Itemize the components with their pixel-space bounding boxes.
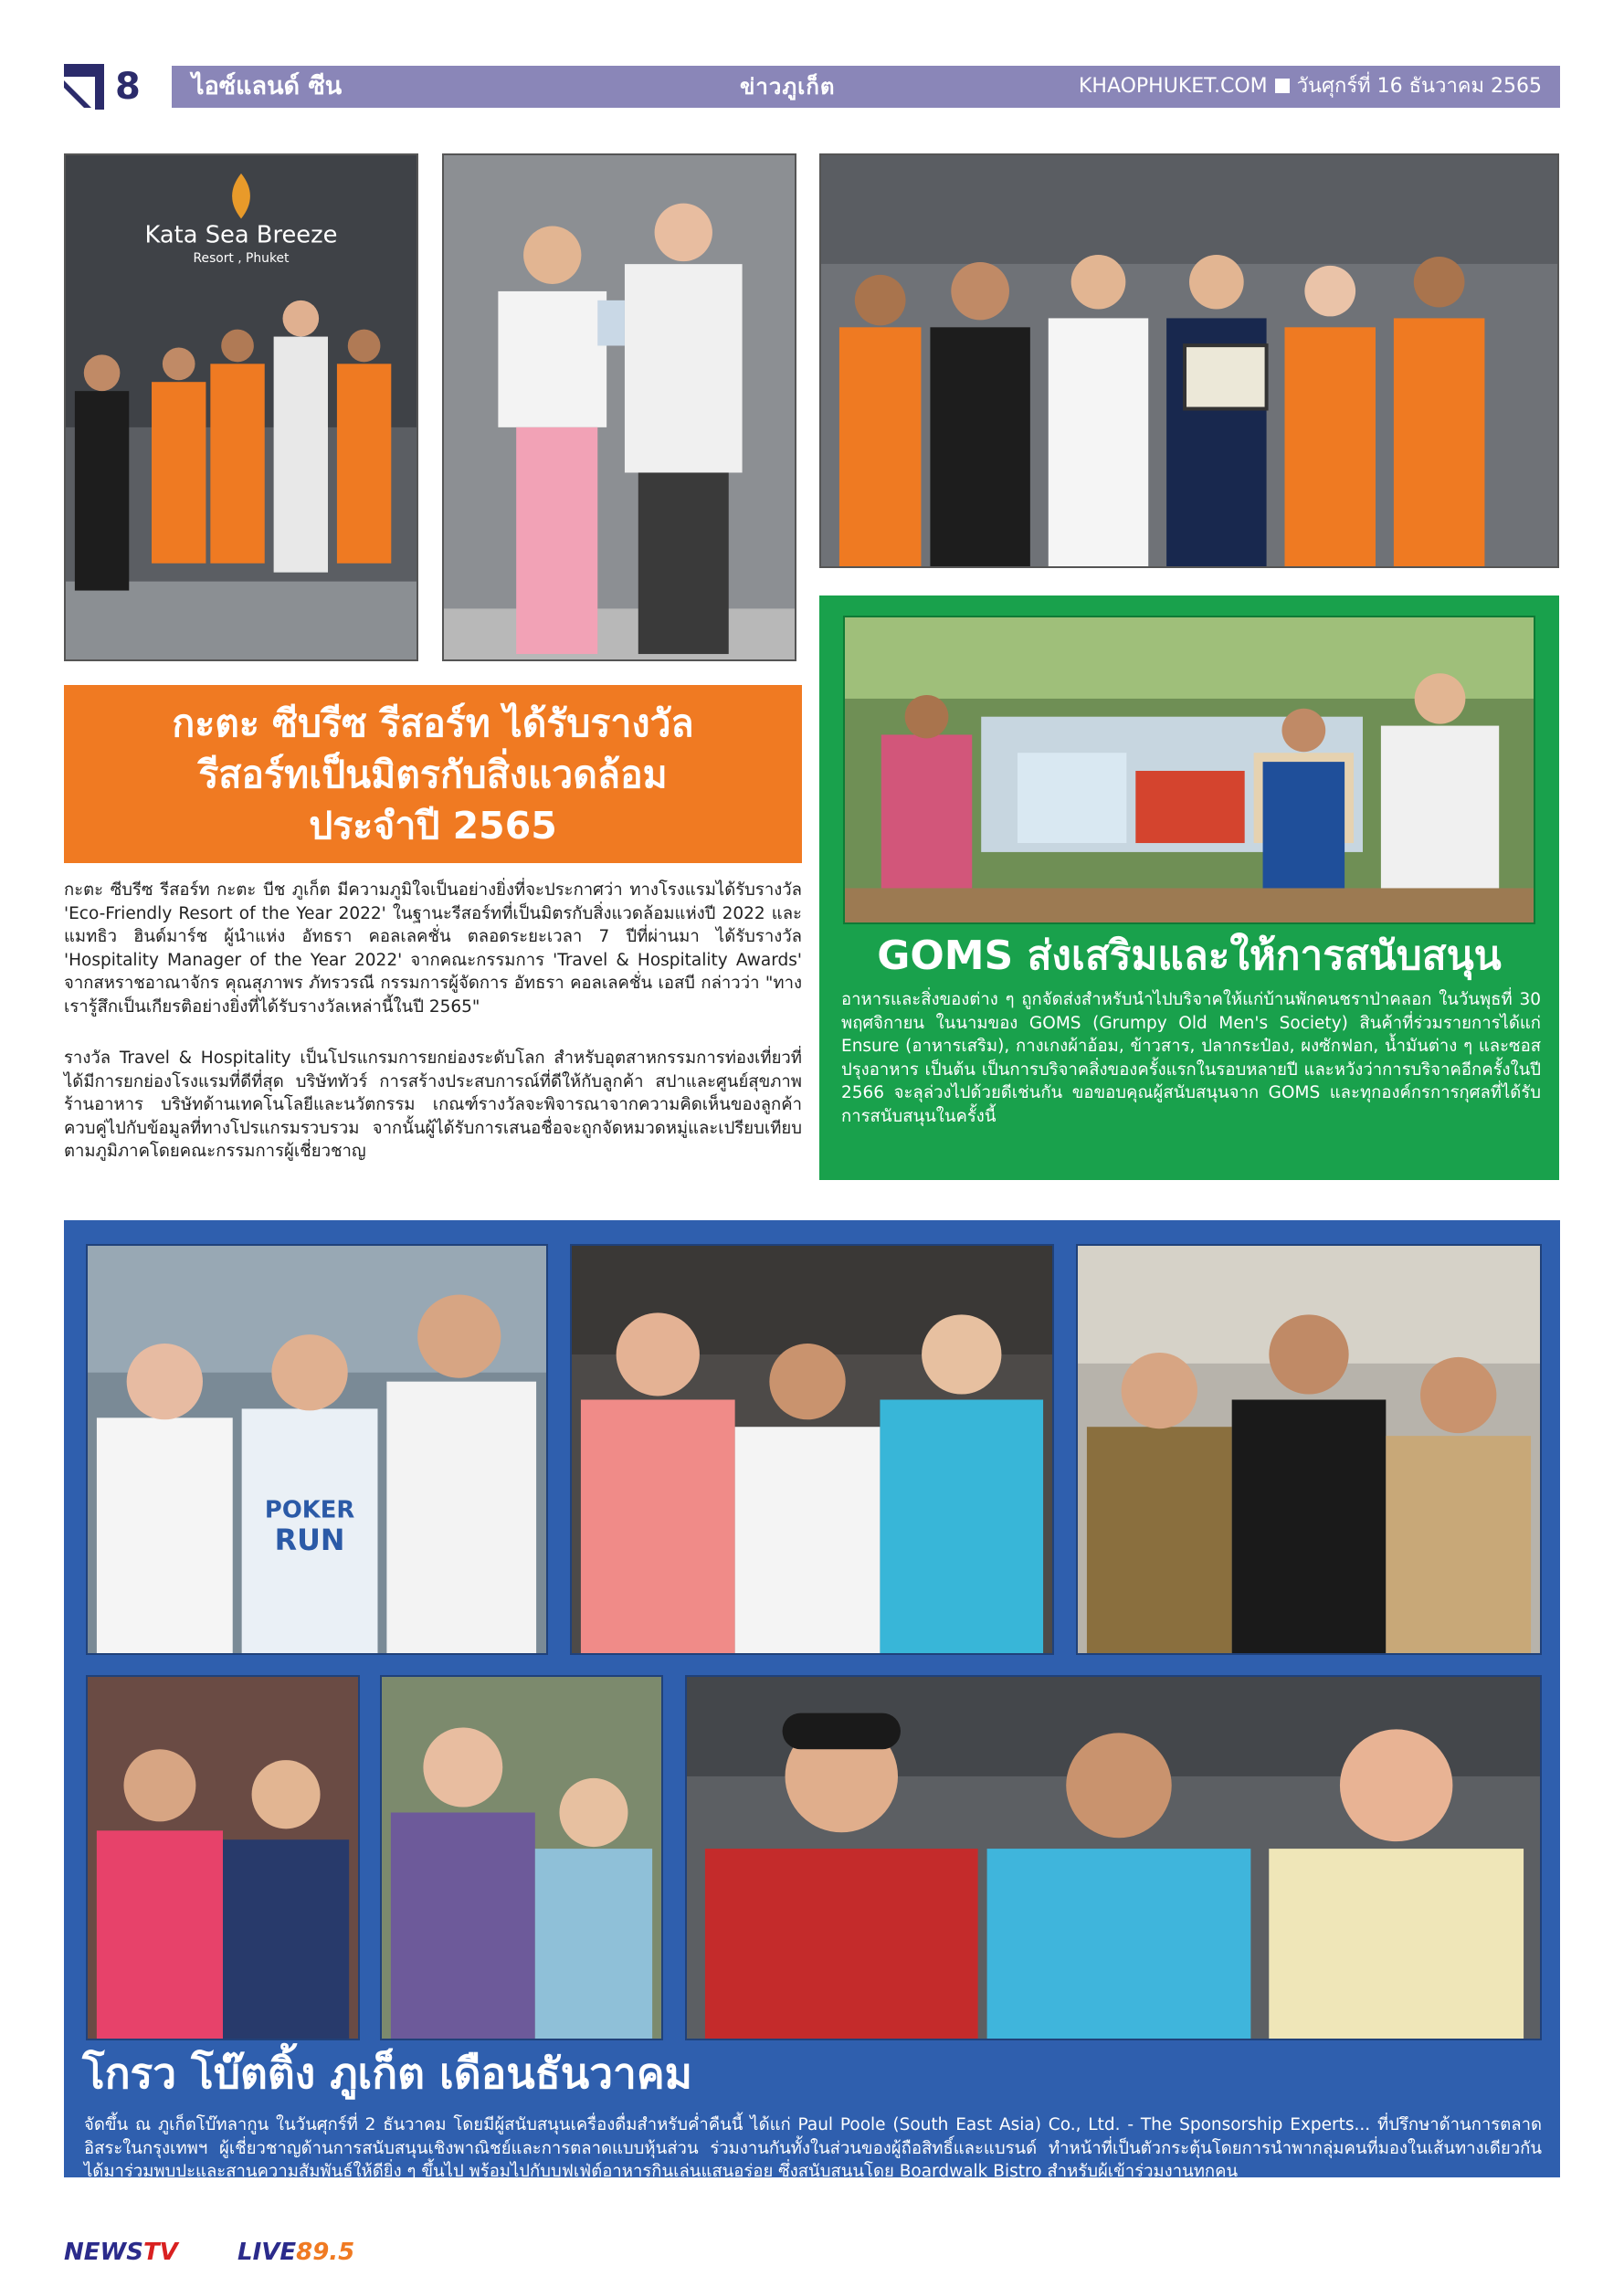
hotel-sign-subtext: Resort , Phuket [193, 251, 290, 267]
title-line-2: รีสอร์ทเป็นมิตรกับสิ่งแวดล้อม [198, 753, 668, 796]
live-radio-logo: LIVE89.5 [237, 2239, 355, 2266]
goms-text: อาหารและสิ่งของต่าง ๆ ถูกจัดส่งสำหรับนำไปบริจาคให้แก่บ้านพักคนชราป่าคลอก ในวันพุธที่ 30 พฤศจิกายน ในนามของ GOMS (Grumpy Old Men's Society) สินค้าที่ร่วมรายการได้แก่ Ensure (อาหารเสริม), กางเกงผ้าอ้อม, ข้าวสาร, ปลากระป๋อง, ผงซักฟอก, น้ำมันต่าง ๆ และซอสปรุงอาหาร เป็นต้น เป็นการบริจาคสิ่งของครั้งแรกในรอบหลายปี และหวังว่าการบริจาคอีกครั้งในปี 2566 จะลุล่วงไปด้วยดีเช่นกัน ขอขอบคุณผู้สนับสนุนจาก GOMS และทุกองค์กรการกุศลที่ได้รับการสนับสนุนในครั้งนี้ [841, 990, 1541, 1126]
page-header [64, 64, 1560, 110]
article-title-kata-sea-breeze [64, 685, 802, 863]
title-line-1: กะตะ ซีบรีซ รีสอร์ท ได้รับรางวัล [172, 701, 694, 745]
photo-three-men-2 [570, 1244, 1054, 1655]
section-title: ไอซ์แลนด์ ซีน [192, 72, 343, 100]
article1-paragraph-1: กะตะ ซีบรีซ รีสอร์ท กะตะ บีช ภูเก็ต มีความภูมิใจเป็นอย่างยิ่งที่จะประกาศว่า ทางโรงแรมได้รับรางวัล 'Eco-Friendly Resort of the Year 2022' ในฐานะรีสอร์ทที่เป็นมิตรกับสิ่งแวดล้อมแห่งปี 2022 และ แมทธิว ฮินด์มาร์ช ผู้นำแห่ง อัทธรา คอลเลคชั่น ตลอดระยะเวลา 7 ปีที่ผ่านมา ได้รับรางวัล 'Hospitality Manager of the Year 2022' จากคณะกรรมการ 'Travel & Hospitality Awards' จากสหราชอาณาจักร คุณสุภาพร ภัทรวรณี กรรมการผู้จัดการ อัทธรา คอลเลคชั่น เอสบี กล่าวว่า "ทางเรารู้สึกเป็นเกียรติอย่างยิ่งที่ได้รับรางวัลเหล่านี้ในปี 2565" [64, 880, 802, 1017]
boating-text: จัดขึ้น ณ ภูเก็ตโบ๊ทลากูน ในวันศุกร์ที่ 2 ธันวาคม โดยมีผู้สนับสนุนเครื่องดื่มสำหรับค่ำคืนนี้ ได้แก่ Paul Poole (South East Asia) Co., Ltd. - The Sponsorship Experts... ที่ปรึกษาด้านการตลาดอิสระในกรุงเทพฯ ผู้เชี่ยวชาญด้านการสนับสนุนเชิงพาณิชย์และการตลาดแบบหุ้นส่วน ร่วมงานกันทั้งในส่วนของผู้ถือสิทธิ์และแบรนด์ ทำหน้าที่เป็นตัวกระตุ้นโดยการนำพากลุ่มคนที่มองในเส้นทางเดียวกัน ได้มาร่วมพบปะและสานความสัมพันธ์ให้ดียิ่ง ๆ ขึ้นไป พร้อมไปกับบุฟเฟ่ต์อาหารกินเล่นแสนอร่อย ซึ่งสนับสนุนโดย Boardwalk Bistro สำหรับผู้เข้าร่วมงานทุกคน [84, 2115, 1542, 2181]
title-line-3: ประจำปี 2565 [309, 804, 557, 848]
page-number: 8 [115, 66, 141, 108]
svg-text:POKER: POKER [264, 1496, 355, 1524]
photo-hotel-award-group [64, 153, 418, 661]
boating-title: โกรว โบ๊ตติ้ง ภูเก็ต เดือนธันวาคม [82, 2049, 692, 2098]
photo-three-men-1 [86, 1244, 548, 1655]
corner-arrow-icon [64, 64, 104, 110]
issue-date: วันศุกร์ที่ 16 ธันวาคม 2565 [1296, 75, 1542, 98]
photo-two-women [86, 1675, 360, 2040]
square-bullet-icon [1275, 79, 1290, 93]
site-and-date [1079, 66, 1542, 108]
photo-three-men-3 [685, 1675, 1542, 2040]
photo-goms-donation [843, 616, 1535, 924]
svg-text:RUN: RUN [274, 1524, 345, 1558]
photo-three-women [1076, 1244, 1542, 1655]
photo-two-elderly-men [380, 1675, 663, 2040]
goms-article-box [819, 595, 1559, 1180]
photo-award-presentation [442, 153, 796, 661]
site-url: KHAOPHUKET.COM [1078, 75, 1268, 98]
news-tv-logo: NEWSTV [64, 2239, 178, 2266]
newspaper-logo: ข่าวภูเก็ต [740, 74, 836, 100]
article1-paragraph-2: รางวัล Travel & Hospitality เป็นโปรแกรมการยกย่องระดับโลก สำหรับอุตสาหกรรมการท่องเที่ยวที่ได้มีการยกย่องโรงแรมที่ดีที่สุด บริษัททัวร์ การสร้างประสบการณ์ที่ดีให้กับลูกค้า สปาและศูนย์สุขภาพ ร้านอาหาร บริษัทด้านเทคโนโลยีและนวัตกรรม เกณฑ์รางวัลจะพิจารณาจากความคิดเห็นของลูกค้า ควบคู่ไปกับข้อมูลที่ทางโปรแกรมรวบรวม จากนั้นผู้ได้รับการเสนอชื่อจะถูกจัดหมวดหมู่และเปรียบเทียบตามภูมิภาคโดยคณะกรรมการผู้เชี่ยวชาญ [64, 1049, 802, 1161]
hotel-sign-text: Kata Sea Breeze [144, 221, 338, 249]
photo-staff-group [819, 153, 1559, 568]
boating-article-box [64, 1220, 1560, 2181]
goms-title: GOMS ส่งเสริมและให้การสนับสนุน [877, 933, 1502, 979]
